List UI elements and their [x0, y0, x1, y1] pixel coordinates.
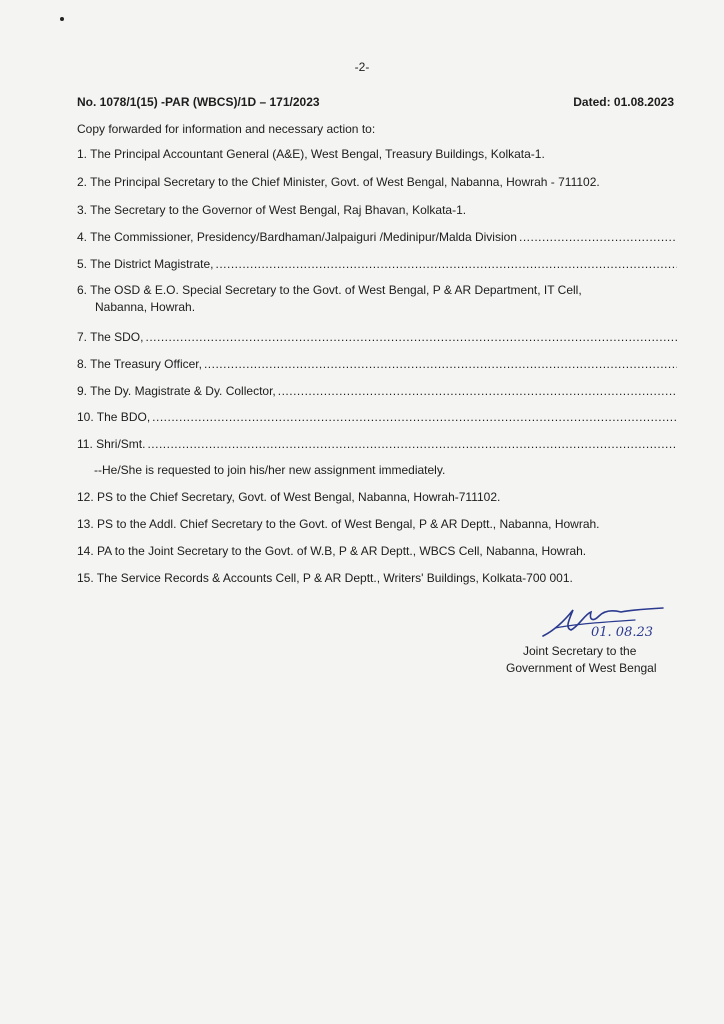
list-item-2: 2. The Principal Secretary to the Chief Minister, Govt. of West Bengal, Nabanna, Howrah - 711102.: [77, 175, 600, 189]
scan-speck: [60, 17, 64, 21]
list-item-15: 15. The Service Records & Accounts Cell, P & AR Deptt., Writers' Buildings, Kolkata-700 001.: [77, 571, 573, 585]
fill-dots: [216, 256, 678, 273]
assignment-note: --He/She is requested to join his/her new assignment immediately.: [94, 463, 446, 477]
list-item-4: 4. The Commissioner, Presidency/Bardhaman/Jalpaiguri /Medinipur/Malda Division .....: [77, 229, 677, 246]
signature-date: 01. 08.23: [591, 625, 654, 640]
handwritten-signature: [535, 600, 675, 644]
reference-line: [77, 95, 674, 109]
list-item-13: 13. PS to the Addl. Chief Secretary to the Govt. of West Bengal, P & AR Deptt., Nabanna, Howrah.: [77, 517, 600, 531]
fill-dots: [278, 383, 677, 400]
list-item-12: 12. PS to the Chief Secretary, Govt. of West Bengal, Nabanna, Howrah-711102.: [77, 490, 501, 504]
fill-dots: [519, 229, 677, 246]
list-item-6-continuation: Nabanna, Howrah.: [95, 300, 196, 314]
list-item-5: 5. The District Magistrate, .....: [77, 256, 677, 273]
designation-line-2: Government of West Bengal: [506, 661, 657, 675]
fill-dots: [152, 409, 677, 426]
reference-number: No. 1078/1(15) -PAR (WBCS)/1D – 171/2023: [77, 95, 320, 109]
reference-date: Dated: 01.08.2023: [573, 95, 674, 109]
list-item-8: 8. The Treasury Officer, .....: [77, 356, 677, 373]
designation-line-1: Joint Secretary to the: [523, 644, 637, 658]
list-item-1: 1. The Principal Accountant General (A&E), West Bengal, Treasury Buildings, Kolkata-1.: [77, 147, 545, 161]
intro-text: Copy forwarded for information and necessary action to:: [77, 122, 376, 136]
list-item-7: 7. The SDO, .....: [77, 329, 677, 346]
signature-block: [490, 600, 680, 680]
list-item-9: 9. The Dy. Magistrate & Dy. Collector, .....: [77, 383, 677, 400]
list-item-6: 6. The OSD & E.O. Special Secretary to the Govt. of West Bengal, P & AR Department, IT Cell, Nabanna, Howrah.: [77, 282, 677, 316]
page-number: -2-: [354, 60, 370, 74]
list-item-10: 10. The BDO, .....: [77, 409, 677, 426]
list-item-3: 3. The Secretary to the Governor of West Bengal, Raj Bhavan, Kolkata-1.: [77, 203, 467, 217]
fill-dots: [145, 329, 677, 346]
fill-dots: [147, 436, 677, 453]
fill-dots: [204, 356, 677, 373]
list-item-14: 14. PA to the Joint Secretary to the Govt. of W.B, P & AR Deptt., WBCS Cell, Nabanna, Howrah.: [77, 544, 587, 558]
list-item-11: 11. Shri/Smt. .....: [77, 436, 677, 453]
